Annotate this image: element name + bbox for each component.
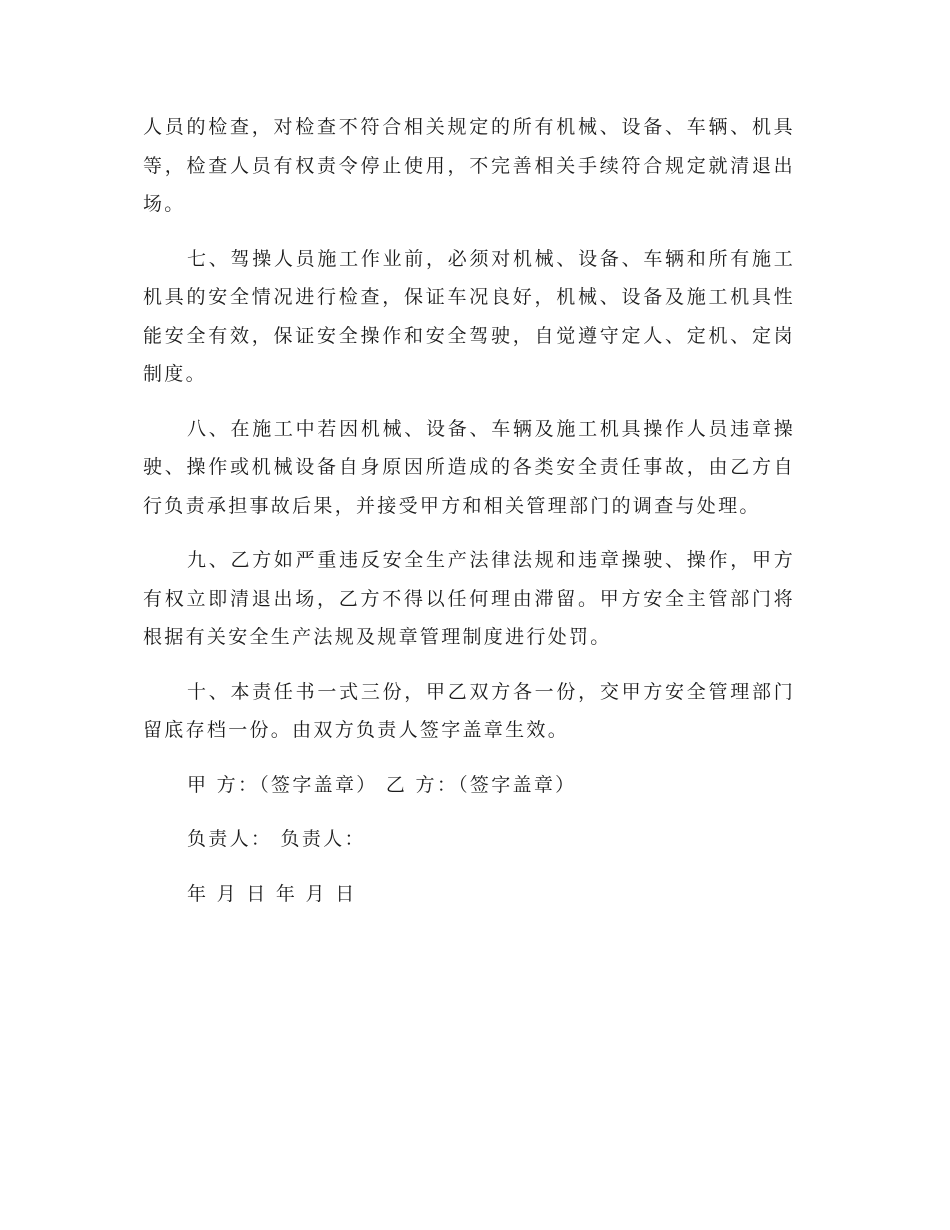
- clause-7: 七、驾操人员施工作业前，必须对机械、设备、车辆和所有施工机具的安全情况进行检查，保证车况良好，机械、设备及施工机具性能安全有效，保证安全操作和安全驾驶，自觉遵守定人、定机、定岗制度。: [143, 247, 795, 385]
- clause-9: 九、乙方如严重违反安全生产法律法规和违章操驶、操作，甲方有权立即清退出场，乙方不得以任何理由滞留。甲方安全主管部门将根据有关安全生产法规及规章管理制度进行处罚。: [143, 549, 795, 648]
- document-body: [143, 108, 795, 929]
- clause-8: 八、在施工中若因机械、设备、车辆及施工机具操作人员违章操驶、操作或机械设备自身原因所造成的各类安全责任事故，由乙方自行负责承担事故后果，并接受甲方和相关管理部门的调查与处理。: [143, 417, 795, 517]
- signature-parties-line: 甲 方：（签字盖章） 乙 方：（签字盖章）: [187, 773, 577, 796]
- signature-date-line: 年 月 日 年 月 日: [187, 882, 357, 905]
- clause-10: 十、本责任书一式三份，甲乙双方各一份，交甲方安全管理部门留底存档一份。由双方负责人签字盖章生效。: [143, 680, 795, 741]
- signature-responsible-line: 负责人： 负责人：: [187, 828, 366, 850]
- paragraph-continuation: 人员的检查，对检查不符合相关规定的所有机械、设备、车辆、机具等，检查人员有权责令停止使用，不完善相关手续符合规定就清退出场。: [143, 116, 795, 215]
